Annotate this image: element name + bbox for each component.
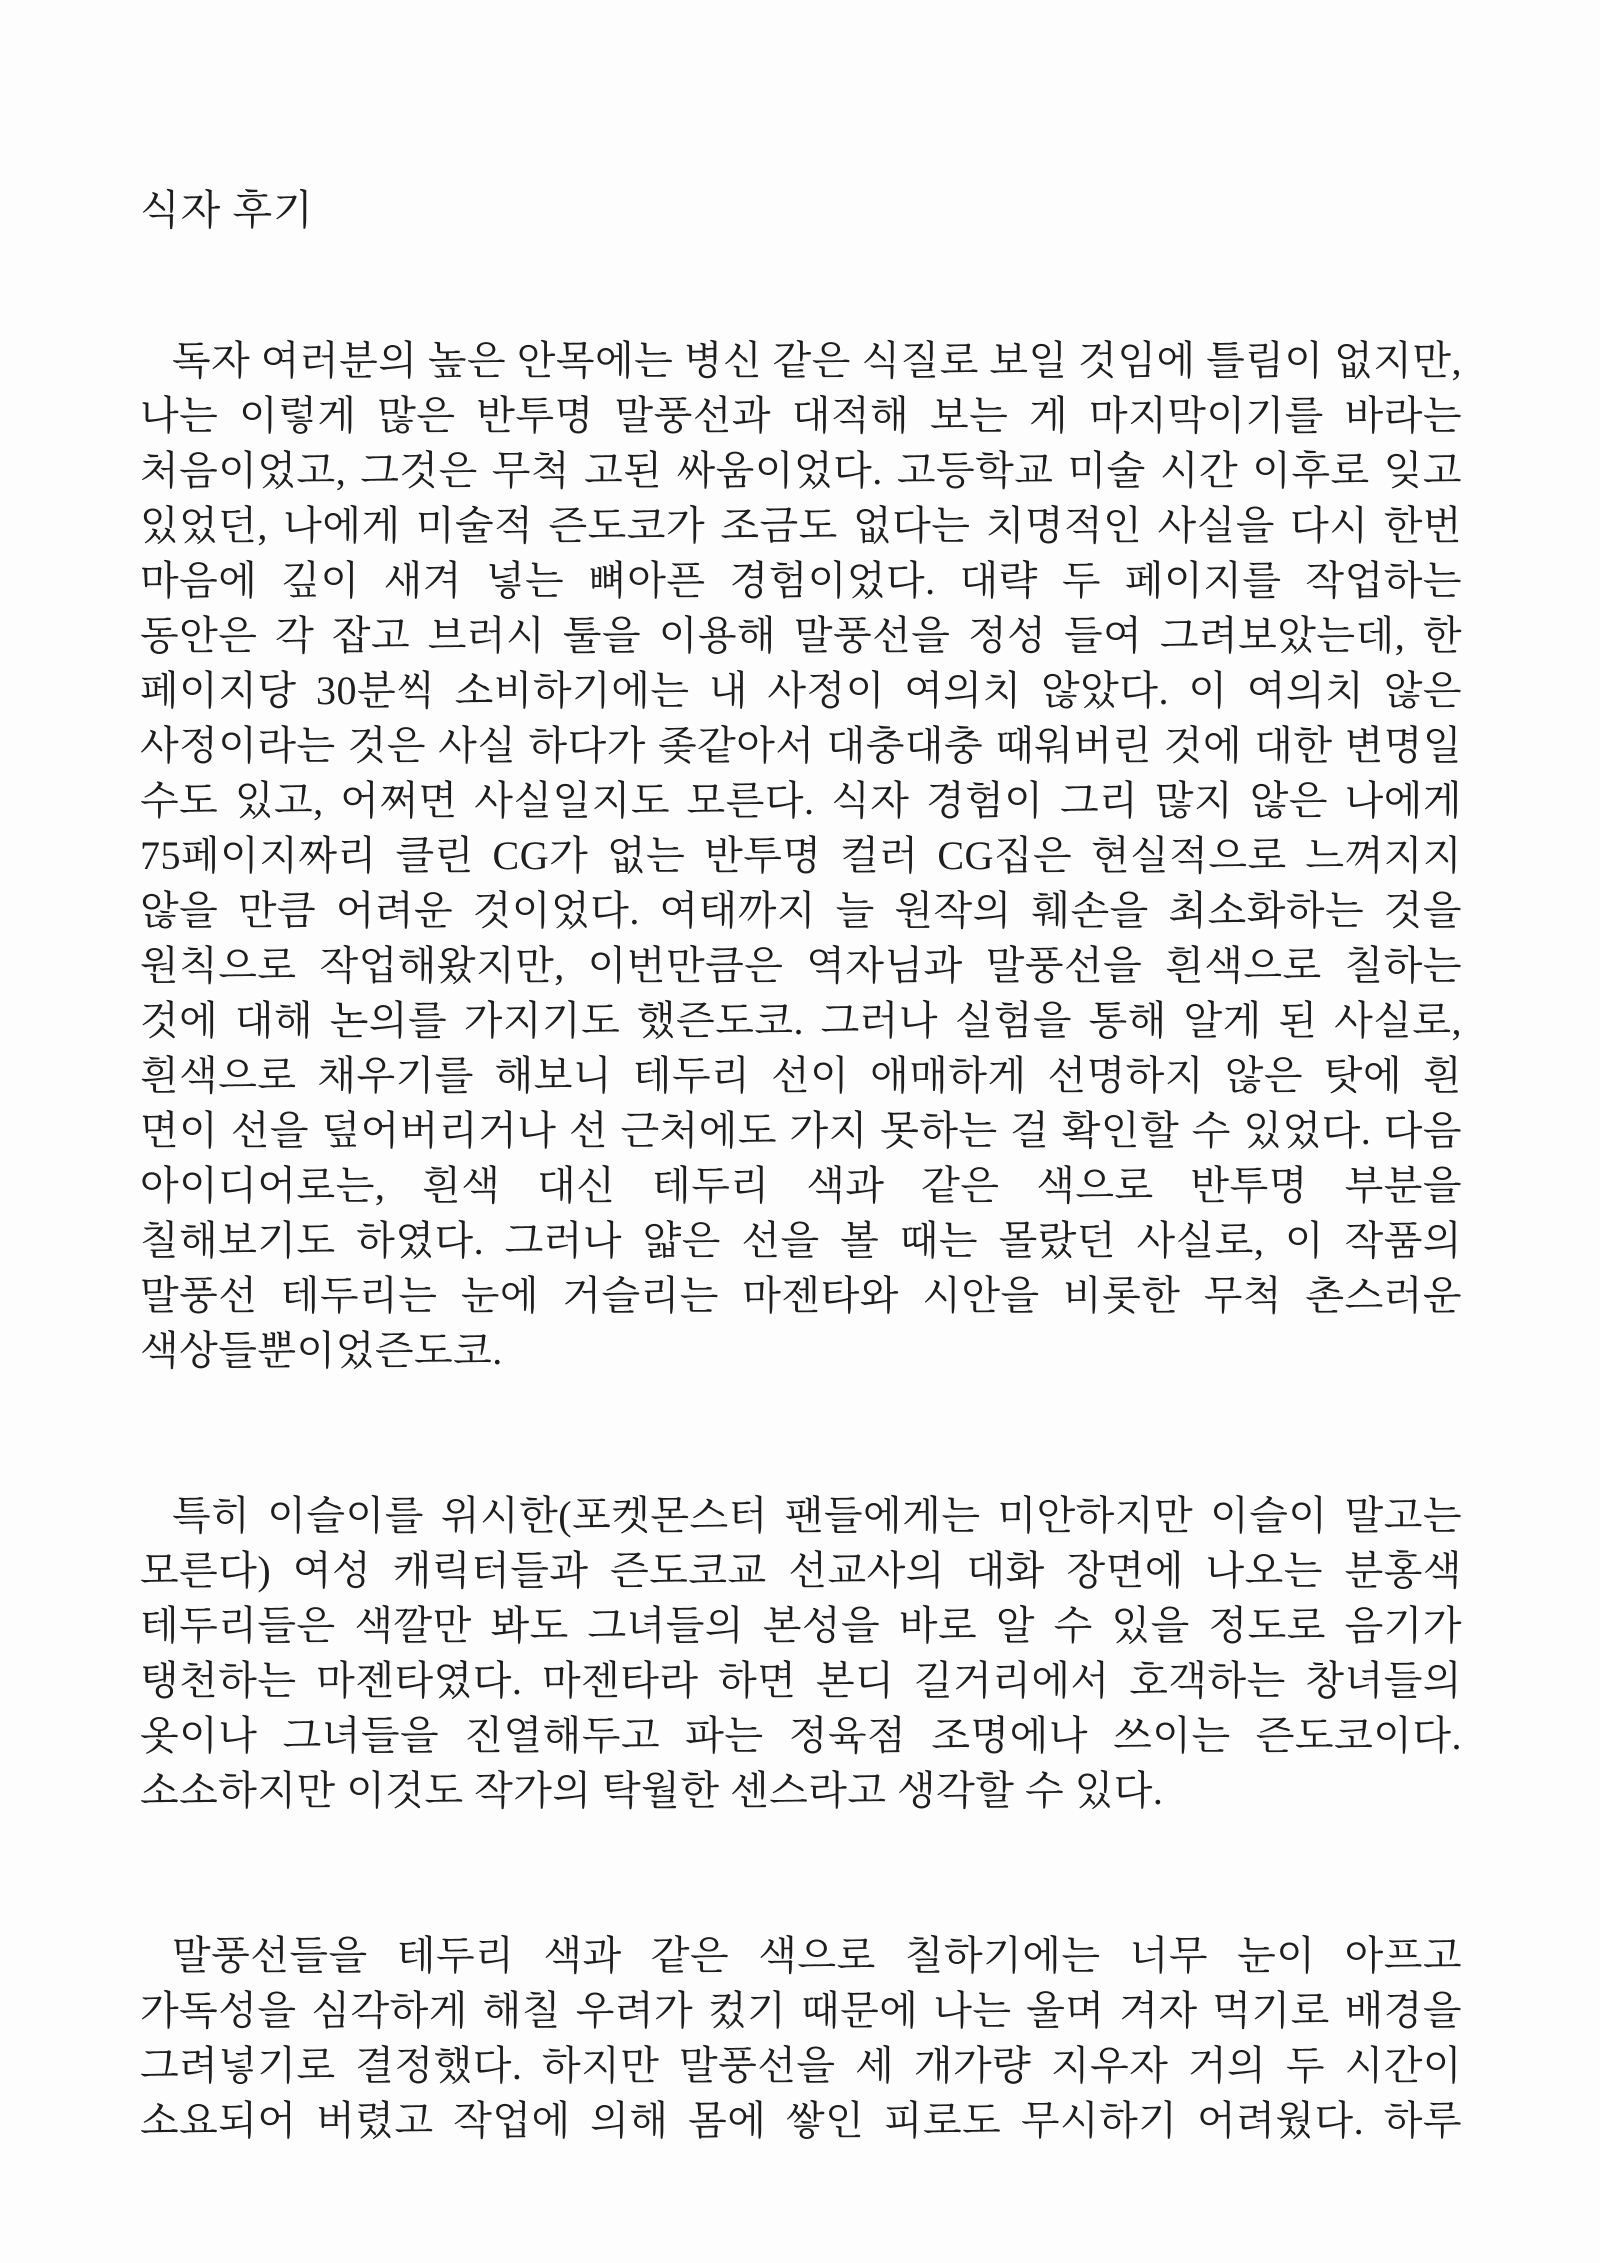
page-title: 식자 후기: [140, 187, 314, 233]
text-line: 색상들뿐이었즌도코.: [140, 1328, 503, 1374]
text-line: 나는 이렇게 많은 반투명 말풍선과 대적해 보는 게 마지막이기를 바라는: [140, 393, 1462, 439]
text-line: 테두리들은 색깔만 봐도 그녀들의 본성을 바로 알 수 있을 정도로 음기가: [140, 1603, 1462, 1649]
text-line: 아이디어로는, 흰색 대신 테두리 색과 같은 색으로 반투명 부분을: [140, 1163, 1462, 1209]
text-line: 말풍선 테두리는 눈에 거슬리는 마젠타와 시안을 비롯한 무척 촌스러운: [140, 1273, 1462, 1319]
text-line: 수도 있고, 어쩌면 사실일지도 모른다. 식자 경험이 그리 많지 않은 나에게: [140, 778, 1462, 824]
text-line: 면이 선을 덮어버리거나 선 근처에도 가지 못하는 걸 확인할 수 있었다. 다음: [140, 1108, 1462, 1154]
paragraph: [140, 1488, 1462, 1818]
text-line: 소요되어 버렸고 작업에 의해 몸에 쌓인 피로도 무시하기 어려웠다. 하루: [140, 2098, 1462, 2144]
text-line: 독자 여러분의 높은 안목에는 병신 같은 식질로 보일 것임에 틀림이 없지만,: [172, 338, 1462, 384]
paragraph: [140, 1928, 1462, 2148]
text-line: 가독성을 심각하게 해칠 우려가 컸기 때문에 나는 울며 겨자 먹기로 배경을: [140, 1988, 1462, 2034]
text-line: 모른다) 여성 캐릭터들과 즌도코교 선교사의 대화 장면에 나오는 분홍색: [140, 1548, 1462, 1594]
text-line: 흰색으로 채우기를 해보니 테두리 선이 애매하게 선명하지 않은 탓에 흰: [140, 1053, 1462, 1099]
document-body: [140, 333, 1462, 2148]
text-line: 75페이지짜리 클린 CG가 없는 반투명 컬러 CG집은 현실적으로 느껴지지: [140, 833, 1462, 879]
text-line: 원칙으로 작업해왔지만, 이번만큼은 역자님과 말풍선을 흰색으로 칠하는: [140, 943, 1462, 989]
paragraph: [140, 333, 1462, 1378]
text-line: 옷이나 그녀들을 진열해두고 파는 정육점 조명에나 쓰이는 즌도코이다.: [140, 1713, 1462, 1759]
text-line: 특히 이슬이를 위시한(포켓몬스터 팬들에게는 미안하지만 이슬이 말고는: [172, 1493, 1462, 1539]
text-line: 마음에 깊이 새겨 넣는 뼈아픈 경험이었다. 대략 두 페이지를 작업하는: [140, 558, 1462, 604]
text-line: 탱천하는 마젠타였다. 마젠타라 하면 본디 길거리에서 호객하는 창녀들의: [140, 1658, 1462, 1704]
text-line: 말풍선들을 테두리 색과 같은 색으로 칠하기에는 너무 눈이 아프고: [172, 1933, 1462, 1979]
text-line: 있었던, 나에게 미술적 즌도코가 조금도 없다는 치명적인 사실을 다시 한번: [140, 503, 1462, 549]
text-line: 사정이라는 것은 사실 하다가 좆같아서 대충대충 때워버린 것에 대한 변명일: [140, 723, 1462, 769]
text-line: 페이지당 30분씩 소비하기에는 내 사정이 여의치 않았다. 이 여의치 않은: [140, 668, 1462, 714]
text-line: 않을 만큼 어려운 것이었다. 여태까지 늘 원작의 훼손을 최소화하는 것을: [140, 888, 1462, 934]
text-line: 소소하지만 이것도 작가의 탁월한 센스라고 생각할 수 있다.: [140, 1768, 1164, 1814]
text-line: 그려넣기로 결정했다. 하지만 말풍선을 세 개가량 지우자 거의 두 시간이: [140, 2043, 1462, 2089]
text-line: 것에 대해 논의를 가지기도 했즌도코. 그러나 실험을 통해 알게 된 사실로,: [140, 998, 1462, 1044]
text-line: 칠해보기도 하였다. 그러나 얇은 선을 볼 때는 몰랐던 사실로, 이 작품의: [140, 1218, 1462, 1264]
text-line: 처음이었고, 그것은 무척 고된 싸움이었다. 고등학교 미술 시간 이후로 잊고: [140, 448, 1462, 494]
text-line: 동안은 각 잡고 브러시 툴을 이용해 말풍선을 정성 들여 그려보았는데, 한: [140, 613, 1462, 659]
